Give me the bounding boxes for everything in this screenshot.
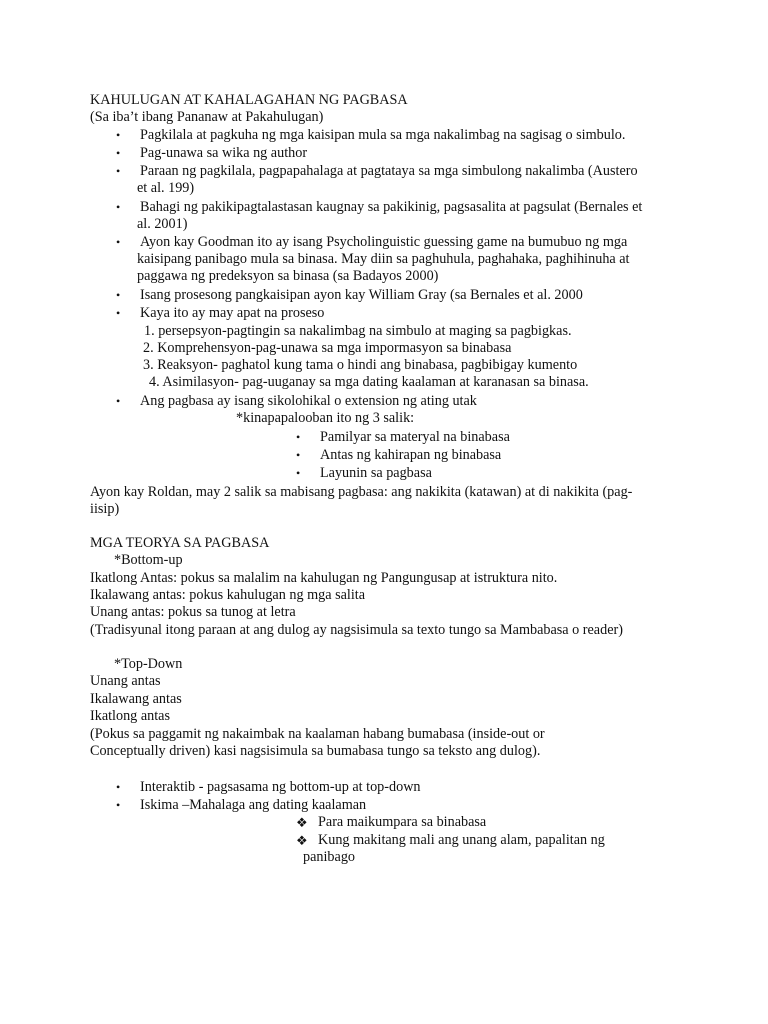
bullet-icon: • (296, 430, 301, 444)
bullet-icon: • (116, 780, 121, 794)
section-title: MGA TEORYA SA PAGBASA (90, 535, 270, 551)
bullet-text-cont: et al. 199) (137, 180, 195, 196)
theory-line: Unang antas: pokus sa tunog at letra (90, 604, 296, 620)
sub-bullet-text: Para maikumpara sa binabasa (318, 814, 487, 830)
diamond-bullet-icon: ❖ (296, 833, 308, 848)
bullet-text: Interaktib - pagsasama ng bottom-up at top-down (140, 779, 421, 795)
section-title: KAHULUGAN AT KAHALAGAHAN NG PAGBASA (90, 92, 408, 108)
bullet-text: Iskima –Mahalaga ang dating kaalaman (140, 797, 367, 813)
diamond-bullet-icon: ❖ (296, 815, 308, 830)
bullet-icon: • (116, 200, 121, 214)
sub-bullet-text: Kung makitang mali ang unang alam, papalitan ng (318, 832, 605, 848)
bullet-text: Pag-unawa sa wika ng author (140, 145, 308, 161)
theory-line: (Tradisyunal itong paraan at ang dulog ay nagsisimula sa texto tungo sa Mambabasa o reader) (90, 622, 623, 638)
bullet-icon: • (116, 146, 121, 160)
bullet-text: Ayon kay Goodman ito ay isang Psycholinguistic guessing game na bumubuo ng mga (140, 234, 628, 250)
bullet-icon: • (116, 798, 121, 812)
bullet-text: Ang pagbasa ay isang sikolohikal o extension ng ating utak (140, 393, 477, 409)
sub-bullet-text-cont: panibago (303, 849, 356, 865)
bullet-text-cont: al. 2001) (137, 216, 188, 232)
theory-line: Ikalawang antas (90, 691, 182, 707)
salik-item: Antas ng kahirapan ng binabasa (320, 447, 502, 463)
process-item: 4. Asimilasyon- pag-uuganay sa mga dating kaalaman at karanasan sa binasa. (149, 374, 589, 390)
bullet-text: Paraan ng pagkilala, pagpapahalaga at pagtataya sa mga simbulong nakalimba (Austero (140, 163, 638, 179)
process-item: 3. Reaksyon- paghatol kung tama o hindi ang binabasa, pagbibigay kumento (143, 357, 578, 373)
bullet-icon: • (116, 164, 121, 178)
bullet-icon: • (296, 466, 301, 480)
section-subtitle: (Sa iba’t ibang Pananaw at Pakahulugan) (90, 109, 324, 125)
theory-heading: *Top-Down (114, 656, 183, 672)
roldan-paragraph-cont: iisip) (90, 501, 120, 517)
bullet-text: Bahagi ng pakikipagtalastasan kaugnay sa pakikinig, pagsasalita at pagsulat (Bernales et (140, 199, 643, 215)
theory-line: Unang antas (90, 673, 161, 689)
bullet-icon: • (116, 235, 121, 249)
bullet-icon: • (116, 306, 121, 320)
roldan-paragraph: Ayon kay Roldan, may 2 salik sa mabisang pagbasa: ang nakikita (katawan) at di nakikita (pag- (90, 484, 633, 500)
theory-line: (Pokus sa paggamit ng nakaimbak na kaalaman habang bumabasa (inside-out or (90, 726, 545, 742)
bullet-text-cont: paggawa ng predeksyon sa binasa (sa Badayos 2000) (137, 268, 439, 284)
bullet-icon: • (116, 288, 121, 302)
theory-line: Ikalawang antas: pokus kahulugan ng mga salita (90, 587, 366, 603)
theory-line: Ikatlong Antas: pokus sa malalim na kahulugan ng Pangungusap at istruktura nito. (90, 570, 558, 586)
bullet-icon: • (116, 394, 121, 408)
salik-item: Layunin sa pagbasa (320, 465, 432, 481)
process-item: 1. persepsyon-pagtingin sa nakalimbag na simbulo at maging sa pagbigkas. (144, 323, 572, 339)
bullet-text: Kaya ito ay may apat na proseso (140, 305, 325, 321)
theory-heading: *Bottom-up (114, 552, 183, 568)
theory-line: Conceptually driven) kasi nagsisimula sa bumabasa tungo sa teksto ang dulog). (90, 743, 541, 759)
bullet-text: Isang prosesong pangkaisipan ayon kay William Gray (sa Bernales et al. 2000 (140, 287, 583, 303)
bullet-icon: • (116, 128, 121, 142)
process-item: 2. Komprehensyon-pag-unawa sa mga impormasyon sa binabasa (143, 340, 512, 356)
bullet-text-cont: kaisipang panibago mula sa binasa. May diin sa paghuhula, paghahaka, paghihinuha at (137, 251, 630, 267)
bullet-text: Pagkilala at pagkuha ng mga kaisipan mula sa mga nakalimbag na sagisag o simbulo. (140, 127, 626, 143)
theory-line: Ikatlong antas (90, 708, 170, 724)
salik-intro: *kinapapalooban ito ng 3 salik: (236, 410, 415, 426)
salik-item: Pamilyar sa materyal na binabasa (320, 429, 510, 445)
bullet-icon: • (296, 448, 301, 462)
